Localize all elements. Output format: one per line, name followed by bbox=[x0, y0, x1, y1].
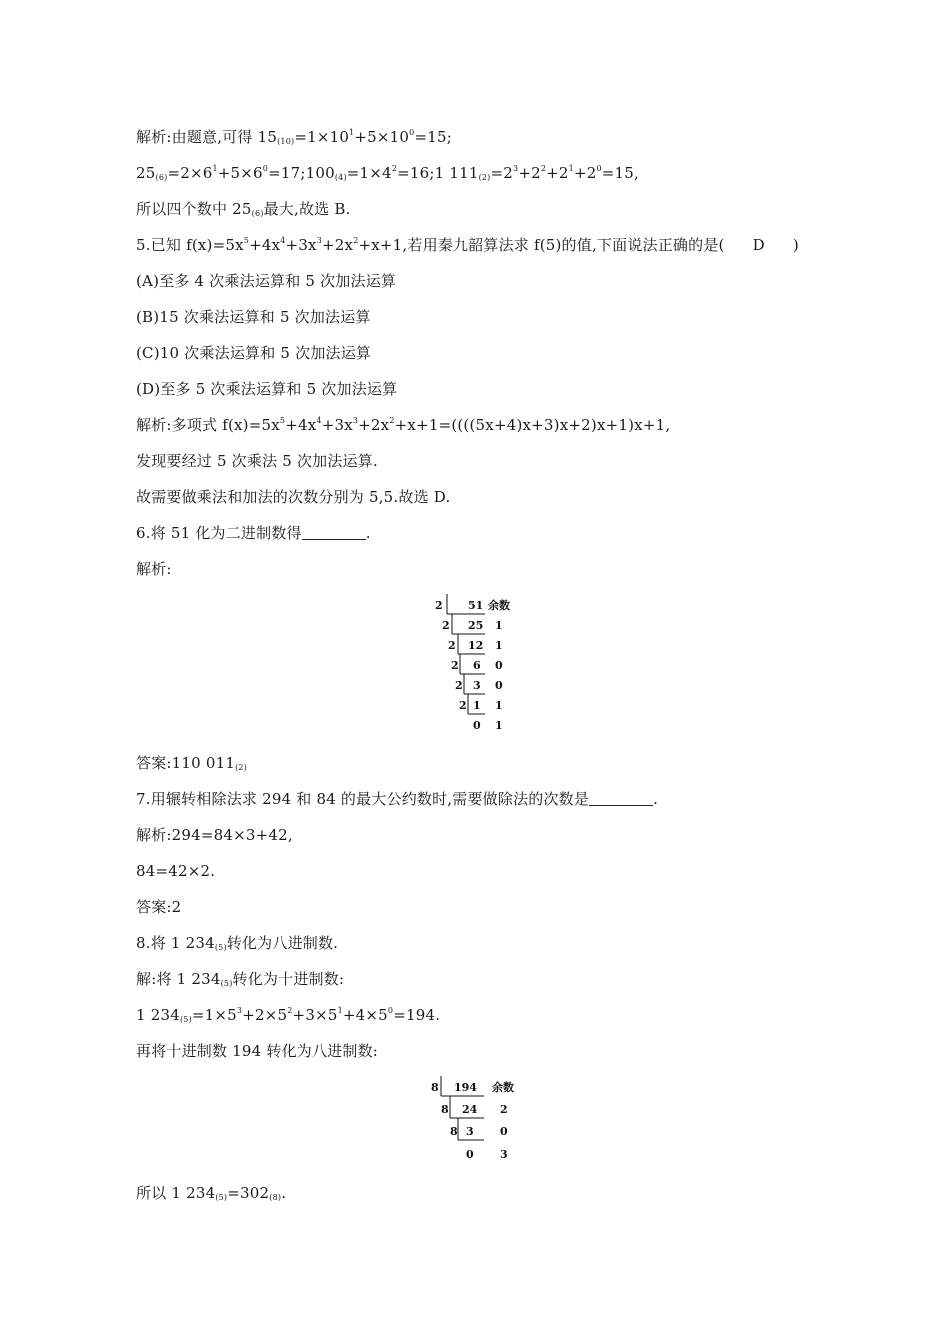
question-7: 7.用辗转相除法求 294 和 84 的最大公约数时,需要做除法的次数是 . bbox=[136, 790, 659, 808]
divisor: 2 bbox=[442, 619, 450, 632]
text-line: 解析: bbox=[136, 560, 172, 578]
octal-division-figure bbox=[428, 1074, 528, 1170]
remainder: 0 bbox=[495, 679, 503, 692]
quotient: 3 bbox=[473, 679, 481, 692]
conclusion-line: 所以 1 $234_{(5)}=302_{(8)}$. bbox=[136, 1184, 287, 1202]
question-8: 8.将 1 $234_{(5)}$转化为八进制数. bbox=[136, 934, 339, 952]
divisor: 2 bbox=[459, 699, 467, 712]
answer-line: 答案:110 $011_{(2)}$ bbox=[136, 754, 248, 772]
divisor: 8 bbox=[431, 1081, 439, 1094]
answer-line: 答案:2 bbox=[136, 898, 182, 916]
remainder: 1 bbox=[495, 619, 503, 632]
quotient: 12 bbox=[468, 639, 484, 652]
text-line: 故需要做乘法和加法的次数分别为 5,5.故选 D. bbox=[136, 488, 451, 506]
text-line: 解析:多项式 $f(x)=5x^5+4x^4+3x^3+2x^2+x+1=((((5x+4)x+3)x+2)x+1)x+1$, bbox=[136, 416, 671, 434]
text-line: 所以四个数中 $25_{(6)}$最大,故选 B. bbox=[136, 200, 351, 218]
answer-blank[interactable] bbox=[302, 525, 366, 540]
text-line: 发现要经过 5 次乘法 5 次加法运算. bbox=[136, 452, 378, 470]
text-line: 解析:294=84×3+42, bbox=[136, 826, 293, 844]
divisor: 8 bbox=[441, 1103, 449, 1116]
text-line: 解:将 1 $234_{(5)}$转化为十进制数: bbox=[136, 970, 345, 988]
question-6: 6.将 51 化为二进制数得 . bbox=[136, 524, 371, 542]
quotient: 0 bbox=[466, 1148, 474, 1161]
divisor: 2 bbox=[451, 659, 459, 672]
divisor: 8 bbox=[450, 1125, 458, 1138]
quotient: 194 bbox=[454, 1081, 477, 1094]
text-line: $25_{(6)}=2\times 6^1+5\times 6^0=17;100_{(4)}=1\times 4^2=16;1$ $111_{(2)}=2^3+2^2+2^1+2^0=15$, bbox=[136, 164, 639, 182]
remainder: 0 bbox=[495, 659, 503, 672]
text-line: 再将十进制数 194 转化为八进制数: bbox=[136, 1042, 379, 1060]
remainder: 0 bbox=[500, 1125, 508, 1138]
remainder: 2 bbox=[500, 1103, 508, 1116]
divisor: 2 bbox=[455, 679, 463, 692]
option-c: (C)10 次乘法运算和 5 次加法运算 bbox=[136, 344, 372, 362]
remainder: 1 bbox=[495, 699, 503, 712]
remainder-header: 余数 bbox=[492, 1081, 514, 1094]
quotient: 6 bbox=[473, 659, 481, 672]
question-5: 5.已知 $f(x)=5x^5+4x^4+3x^3+2x^2+x+1$,若用秦九韶算法求 f(5)的值,下面说法正确的是( D ) bbox=[136, 236, 799, 254]
divisor: 2 bbox=[448, 639, 456, 652]
text-line: 1 $234_{(5)}=1\times 5^3+2\times 5^2+3\times 5^1+4\times 5^0=194$. bbox=[136, 1006, 441, 1024]
option-d: (D)至多 5 次乘法运算和 5 次加法运算 bbox=[136, 380, 398, 398]
quotient: 51 bbox=[468, 599, 484, 612]
text-line: 解析:由题意,可得 $15_{(10)}=1\times 10^1+5\times 10^0=15$; bbox=[136, 128, 452, 146]
text-line: 84=42×2. bbox=[136, 862, 216, 880]
quotient: 24 bbox=[462, 1103, 478, 1116]
quotient: 25 bbox=[468, 619, 484, 632]
remainder: 3 bbox=[500, 1148, 508, 1161]
remainder-header: 余数 bbox=[488, 599, 510, 612]
answer-blank[interactable] bbox=[589, 791, 653, 806]
binary-division-figure bbox=[430, 592, 530, 744]
remainder: 1 bbox=[495, 719, 503, 732]
remainder: 1 bbox=[495, 639, 503, 652]
option-b: (B)15 次乘法运算和 5 次加法运算 bbox=[136, 308, 371, 326]
option-a: (A)至多 4 次乘法运算和 5 次加法运算 bbox=[136, 272, 397, 290]
divisor: 2 bbox=[435, 599, 443, 612]
quotient: 0 bbox=[473, 719, 481, 732]
answer-choice: D bbox=[752, 236, 765, 254]
quotient: 1 bbox=[473, 699, 481, 712]
quotient: 3 bbox=[466, 1125, 474, 1138]
